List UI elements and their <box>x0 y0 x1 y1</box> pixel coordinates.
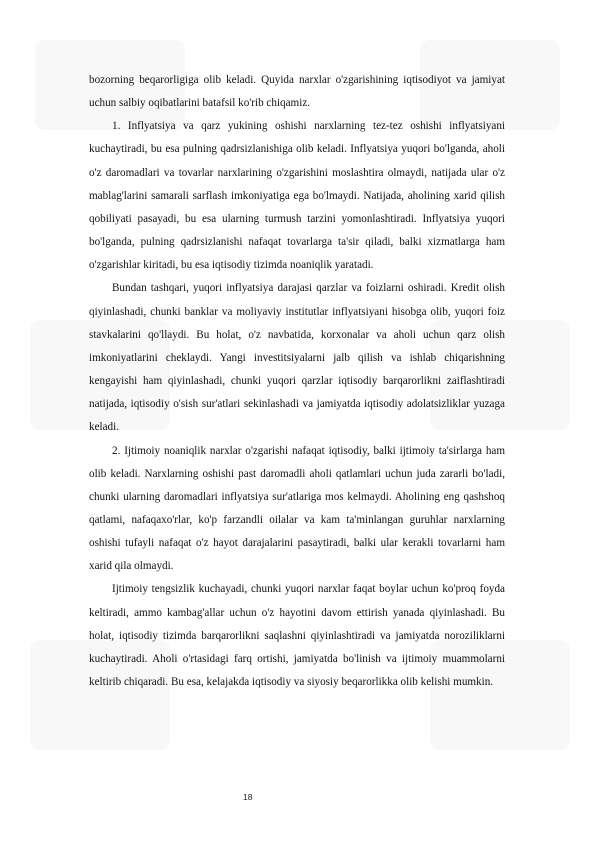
body-text <box>89 69 505 694</box>
page-number: 18 <box>243 792 253 802</box>
paragraph-debt: Bundan tashqari, yuqori inflyatsiya darajasi qarzlar va foizlarni oshiradi. Kredit olish qiyinlashadi, chunki banklar va moliyaviy institutlar inflyatsiyani hisobga olib, yuqori foiz stavkalarini qo'llaydi. Bu holat, o'z navbatida, korxonalar va aholi uchun qarz olish imkoniyatlarini cheklaydi. Yangi investitsiyalarni jalb qilish va ishlab chiqarishning kengayishi ham qiyinlashadi, chunki yuqori qarzlar iqtisodiy barqarorlikni zaiflashtiradi natijada, iqtisodiy o'sish sur'atlari sekinlashadi va jamiyatda iqtisodiy adolatsizliklar yuzaga keladi. <box>89 282 505 434</box>
paragraph-inflation: 1. Inflyatsiya va qarz yukining oshishi narxlarning tez-tez oshishi inflyatsiyani kuchaytiradi, bu esa pulning qadrsizlanishiga olib keladi. Inflyatsiya yuqori bo'lganda, aholi o'z daromadlari va tovarlar narxlarining o'zgarishini moslashtira olmaydi, natijada ular o'z mablag'larini samarali sarflash imkoniyatiga ega bo'lmaydi. Natijada, aholining xarid qilish qobiliyati pasayadi, bu esa ularning turmush tarzini yomonlashtiradi. Inflyatsiya yuqori bo'lganda, pulning qadrsizlanishi nafaqat tovarlarga ta'sir qiladi, balki xizmatlarga ham o'zgarishlar kiritadi, bu esa iqtisodiy tizimda noaniqlik yaratadi. <box>89 120 505 272</box>
paragraph-continuation: bozorning beqarorligiga olib keladi. Quyida narxlar o'zgarishining iqtisodiyot va jamiyat uchun salbiy oqibatlarini batafsil ko'rib chiqamiz. <box>89 74 505 110</box>
paragraph-social-uncertainty: 2. Ijtimoiy noaniqlik narxlar o'zgarishi nafaqat iqtisodiy, balki ijtimoiy ta'sirlarga ham olib keladi. Narxlarning oshishi past daromadli aholi qatlamlari uchun juda zararli bo'ladi, chunki ularning daromadlari inflyatsiya sur'atlariga mos kelmaydi. Aholining eng qashshoq qatlami, nafaqaxo'rlar, ko'p farzandli oilalar va kam ta'minlangan guruhlar narxlarning oshishi tufayli nafaqat o'z hayot darajalarini pasaytiradi, balki ular kerakli tovarlarni ham xarid qila olmaydi. <box>89 444 505 573</box>
paragraph-social-inequality: Ijtimoiy tengsizlik kuchayadi, chunki yuqori narxlar faqat boylar uchun ko'proq foyda keltiradi, ammo kambag'allar uchun o'z hayotini davom ettirish yanada qiyinlashadi. Bu holat, iqtisodiy tizimda barqarorlikni saqlashni qiyinlashtiradi va jamiyatda noroziliklarni kuchaytiradi. Aholi o'rtasidagi farq ortishi, jamiyatda bo'linish va ijtimoiy muammolarni keltirib chiqaradi. Bu esa, kelajakda iqtisodiy va siyosiy beqarorlikka olib kelishi mumkin. <box>89 583 505 689</box>
